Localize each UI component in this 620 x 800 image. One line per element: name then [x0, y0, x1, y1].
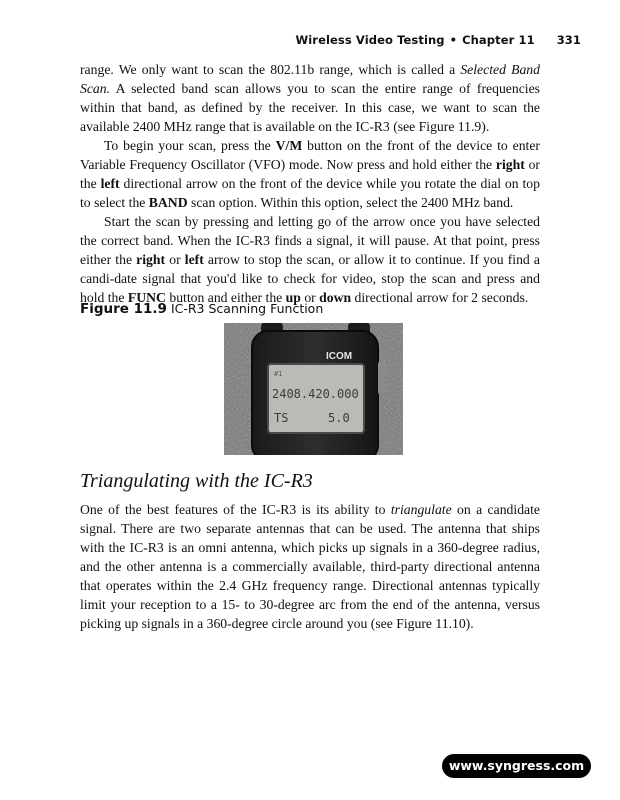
- lcd-frequency: 2408.420.000: [272, 387, 359, 401]
- icom-logo: ICOM: [326, 351, 353, 362]
- paragraph-3: Start the scan by pressing and letting go of the arrow once you have selected the correct band. When the IC-R3 finds a signal, it will pause. At that point, press either the right or left arrow to stop the scan, or allow it to continue. If you find a candi-date signal that you'd like to check for video, stop the scan and press and hold the FUNC button and either the up or down directional arrow for 2 seconds.: [80, 214, 540, 305]
- figure-caption-text: IC-R3 Scanning Function: [170, 301, 324, 316]
- footer-url-badge[interactable]: www.syngress.com: [442, 754, 591, 778]
- paragraph-1: range. We only want to scan the 802.11b range, which is called a Selected Band Scan. A selected band scan allows you to scan the entire range of frequencies within that band, as defined by the receiver. In this case, we want to scan the available 2400 MHz range that is available on the IC-R3 (see Figure 11.9).: [80, 62, 540, 134]
- header-title: Wireless Video Testing: [295, 33, 445, 47]
- header-separator: •: [449, 33, 458, 47]
- figure-caption: [80, 301, 323, 317]
- paragraph-4: One of the best features of the IC-R3 is its ability to triangulate on a candidate signal. There are two separate antennas that can be used. The antenna that ships with the IC-R3 is an omni antenna, which picks up signals in a 360-degree radius, and the other antenna is a commercially available, third-party directional antenna that operates within the 2.4 GHz frequency range. Directional antennas typically limit your reception to a 15- to 30-degree arc from the end of the antenna, versus picking up signals in a 360-degree circle around you (see Figure 11.10).: [80, 502, 540, 631]
- header-chapter: Chapter 11: [462, 33, 535, 47]
- ic-r3-device-photo: [224, 323, 403, 455]
- body-text-top: [80, 60, 540, 307]
- lcd-mode: TS: [274, 411, 289, 425]
- lcd-channel: #1: [274, 370, 283, 378]
- running-header: [295, 33, 581, 47]
- side-button: [378, 361, 386, 395]
- figure-photo-ic-r3: [224, 323, 403, 455]
- page-number: 331: [556, 33, 581, 47]
- paragraph-2: To begin your scan, press the V/M button on the front of the device to enter Variable Frequency Oscillator (VFO) mode. Now press and hold either the right or the left directional arrow on the front of the device while you rotate the dial on top to select the BAND scan option. Within this option, select the 2400 MHz band.: [80, 138, 540, 210]
- body-text-bottom: [80, 500, 540, 633]
- figure-label: Figure 11.9: [80, 301, 167, 317]
- lcd-step: 5.0: [328, 411, 350, 425]
- section-heading: Triangulating with the IC-R3: [80, 470, 313, 492]
